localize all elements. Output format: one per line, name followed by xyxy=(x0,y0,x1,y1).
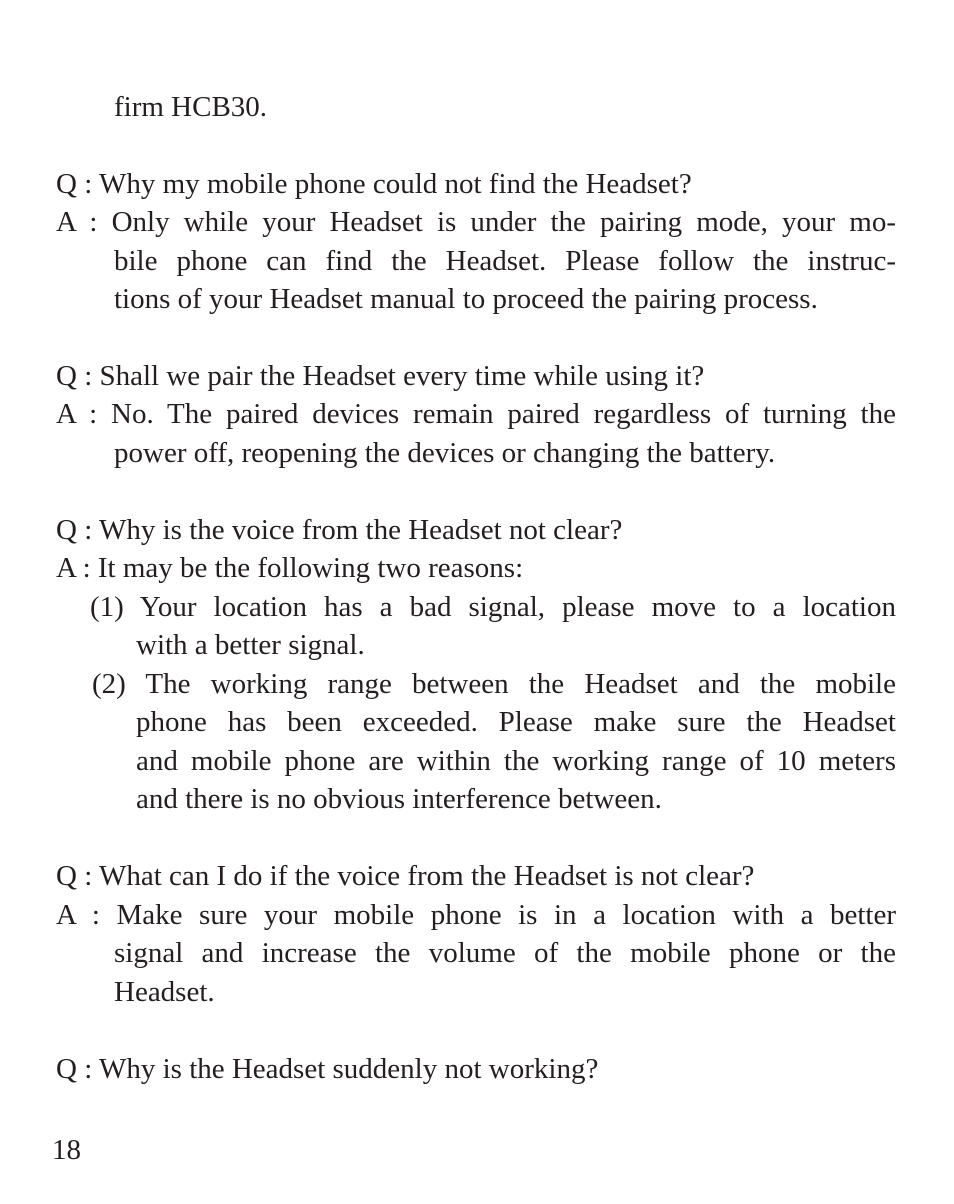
reason-2-line-4: and there is no obvious interference between. xyxy=(136,783,662,815)
answer-voice-not-clear-intro: A : It may be the following two reasons: xyxy=(56,552,524,584)
answer-pair-every-time-line-2: power off, reopening the devices or changing the battery. xyxy=(114,437,776,469)
answer-pairing-find-line-3: tions of your Headset manual to proceed the pairing process. xyxy=(114,283,818,315)
answer-what-to-do-line-1: A : Make sure your mobile phone is in a location with a better xyxy=(56,899,896,931)
answer-what-to-do-line-3: Headset. xyxy=(114,976,215,1008)
answer-pair-every-time-line-1: A : No. The paired devices remain paired regardless of turning the xyxy=(56,398,896,430)
question-pair-every-time: Q : Shall we pair the Headset every time while using it? xyxy=(56,360,705,392)
answer-pairing-find-line-2: bile phone can find the Headset. Please follow the instruc- xyxy=(114,245,896,277)
reason-2-line-3: and mobile phone are within the working range of 10 meters xyxy=(136,745,896,777)
question-pairing-find: Q : Why my mobile phone could not find the Headset? xyxy=(56,168,692,200)
continued-answer-line: firm HCB30. xyxy=(114,91,268,123)
reason-1-line-1: (1) Your location has a bad signal, please move to a location xyxy=(90,591,896,623)
reason-2-line-2: phone has been exceeded. Please make sure the Headset xyxy=(136,706,896,738)
question-what-to-do: Q : What can I do if the voice from the Headset is not clear? xyxy=(56,860,755,892)
question-voice-not-clear: Q : Why is the voice from the Headset not clear? xyxy=(56,514,623,546)
reason-2-line-1: (2) The working range between the Headset and the mobile xyxy=(92,668,896,700)
answer-what-to-do-line-2: signal and increase the volume of the mobile phone or the xyxy=(114,937,896,969)
reason-1-line-2: with a better signal. xyxy=(136,629,365,661)
question-not-working: Q : Why is the Headset suddenly not working? xyxy=(56,1053,599,1085)
answer-pairing-find-line-1: A : Only while your Headset is under the pairing mode, your mo- xyxy=(56,206,896,238)
page-number: 18 xyxy=(52,1134,81,1166)
